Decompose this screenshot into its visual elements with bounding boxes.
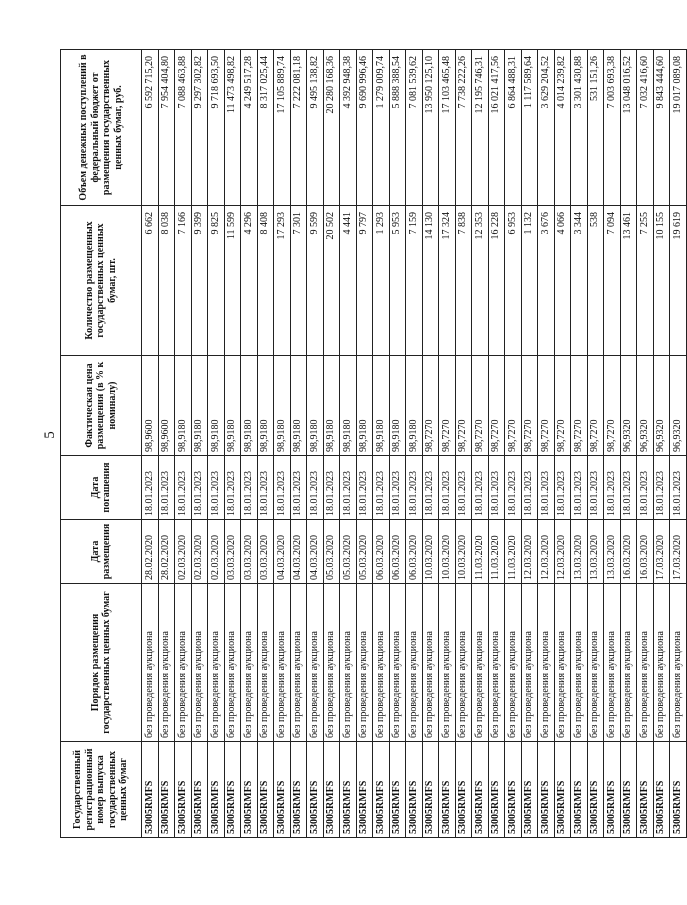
- table-row: [323, 50, 340, 838]
- cell-registration-number: 53005RMFS: [571, 742, 588, 838]
- cell-actual-price: 98,9180: [356, 356, 373, 456]
- cell-placement-method: без проведения аукциона: [455, 584, 472, 742]
- table-row: [175, 50, 192, 838]
- cell-registration-number: 53005RMFS: [554, 742, 571, 838]
- cell-actual-price: 96,9320: [637, 356, 654, 456]
- cell-quantity: 5 953: [389, 206, 406, 356]
- cell-placement-date: 06.03.2020: [373, 520, 390, 584]
- cell-maturity-date: 18.01.2023: [422, 456, 439, 520]
- cell-placement-method: без проведения аукциона: [175, 584, 192, 742]
- cell-registration-number: 53005RMFS: [422, 742, 439, 838]
- cell-quantity: 17 324: [439, 206, 456, 356]
- cell-registration-number: 53005RMFS: [653, 742, 670, 838]
- table-row: [637, 50, 654, 838]
- cell-quantity: 20 502: [323, 206, 340, 356]
- table-row: [274, 50, 291, 838]
- cell-proceeds: 1 117 589,64: [521, 50, 538, 206]
- cell-quantity: 6 953: [505, 206, 522, 356]
- table-row: [571, 50, 588, 838]
- cell-proceeds: 13 950 125,10: [422, 50, 439, 206]
- header-proceeds: Объем денежных поступлений в федеральный бюджет от размещения государственных ценных бумаг, руб.: [61, 50, 142, 206]
- cell-placement-date: 16.03.2020: [620, 520, 637, 584]
- cell-placement-method: без проведения аукциона: [224, 584, 241, 742]
- cell-placement-method: без проведения аукциона: [389, 584, 406, 742]
- cell-placement-date: 02.03.2020: [175, 520, 192, 584]
- cell-proceeds: 531 151,26: [587, 50, 604, 206]
- cell-placement-method: без проведения аукциона: [274, 584, 291, 742]
- cell-quantity: 13 461: [620, 206, 637, 356]
- cell-registration-number: 53005RMFS: [455, 742, 472, 838]
- table-row: [307, 50, 324, 838]
- cell-placement-method: без проведения аукциона: [241, 584, 258, 742]
- table-row: [472, 50, 489, 838]
- cell-actual-price: 96,9320: [670, 356, 687, 456]
- cell-placement-date: 10.03.2020: [455, 520, 472, 584]
- cell-maturity-date: 18.01.2023: [307, 456, 324, 520]
- cell-placement-date: 11.03.2020: [472, 520, 489, 584]
- cell-actual-price: 98,7270: [521, 356, 538, 456]
- page-number: 5: [42, 431, 58, 439]
- cell-proceeds: 6 592 715,20: [142, 50, 159, 206]
- cell-registration-number: 53005RMFS: [274, 742, 291, 838]
- cell-placement-method: без проведения аукциона: [637, 584, 654, 742]
- cell-actual-price: 98,9180: [191, 356, 208, 456]
- cell-proceeds: 11 473 498,82: [224, 50, 241, 206]
- cell-placement-method: без проведения аукциона: [373, 584, 390, 742]
- table-row: [505, 50, 522, 838]
- cell-proceeds: 4 392 948,38: [340, 50, 357, 206]
- cell-proceeds: 7 954 404,80: [158, 50, 175, 206]
- cell-placement-date: 04.03.2020: [290, 520, 307, 584]
- cell-maturity-date: 18.01.2023: [241, 456, 258, 520]
- cell-quantity: 6 662: [142, 206, 159, 356]
- cell-maturity-date: 18.01.2023: [488, 456, 505, 520]
- cell-placement-method: без проведения аукциона: [587, 584, 604, 742]
- cell-registration-number: 53005RMFS: [191, 742, 208, 838]
- cell-actual-price: 98,7270: [439, 356, 456, 456]
- cell-placement-date: 02.03.2020: [208, 520, 225, 584]
- cell-placement-method: без проведения аукциона: [571, 584, 588, 742]
- cell-placement-date: 11.03.2020: [488, 520, 505, 584]
- cell-placement-method: без проведения аукциона: [191, 584, 208, 742]
- cell-proceeds: 7 081 539,62: [406, 50, 423, 206]
- cell-actual-price: 98,9600: [142, 356, 159, 456]
- cell-proceeds: 12 195 746,31: [472, 50, 489, 206]
- cell-proceeds: 6 864 488,31: [505, 50, 522, 206]
- cell-placement-method: без проведения аукциона: [208, 584, 225, 742]
- cell-actual-price: 98,9600: [158, 356, 175, 456]
- cell-maturity-date: 18.01.2023: [274, 456, 291, 520]
- cell-maturity-date: 18.01.2023: [620, 456, 637, 520]
- cell-quantity: 9 599: [307, 206, 324, 356]
- cell-actual-price: 98,9180: [241, 356, 258, 456]
- cell-actual-price: 98,7270: [488, 356, 505, 456]
- cell-proceeds: 1 279 009,74: [373, 50, 390, 206]
- cell-quantity: 538: [587, 206, 604, 356]
- cell-placement-date: 03.03.2020: [241, 520, 258, 584]
- table-row: [587, 50, 604, 838]
- cell-proceeds: 7 032 416,60: [637, 50, 654, 206]
- header-placement-date: Дата размещения: [61, 520, 142, 584]
- cell-actual-price: 98,7270: [472, 356, 489, 456]
- cell-registration-number: 53005RMFS: [224, 742, 241, 838]
- cell-placement-date: 11.03.2020: [505, 520, 522, 584]
- cell-placement-method: без проведения аукциона: [620, 584, 637, 742]
- cell-registration-number: 53005RMFS: [208, 742, 225, 838]
- table-header: [61, 50, 142, 838]
- cell-maturity-date: 18.01.2023: [538, 456, 555, 520]
- cell-proceeds: 16 021 417,56: [488, 50, 505, 206]
- cell-maturity-date: 18.01.2023: [323, 456, 340, 520]
- cell-maturity-date: 18.01.2023: [637, 456, 654, 520]
- cell-registration-number: 53005RMFS: [175, 742, 192, 838]
- cell-actual-price: 98,9180: [175, 356, 192, 456]
- cell-actual-price: 98,9180: [373, 356, 390, 456]
- cell-maturity-date: 18.01.2023: [554, 456, 571, 520]
- cell-maturity-date: 18.01.2023: [604, 456, 621, 520]
- cell-actual-price: 98,7270: [422, 356, 439, 456]
- header-actual-price: Фактическая цена размещения (в % к номиналу): [61, 356, 142, 456]
- table-row: [340, 50, 357, 838]
- cell-placement-method: без проведения аукциона: [538, 584, 555, 742]
- cell-quantity: 11 599: [224, 206, 241, 356]
- table-row: [241, 50, 258, 838]
- cell-actual-price: 96,9320: [620, 356, 637, 456]
- cell-maturity-date: 18.01.2023: [521, 456, 538, 520]
- cell-placement-date: 17.03.2020: [653, 520, 670, 584]
- cell-placement-method: без проведения аукциона: [505, 584, 522, 742]
- cell-placement-date: 04.03.2020: [307, 520, 324, 584]
- cell-quantity: 17 293: [274, 206, 291, 356]
- cell-actual-price: 98,7270: [538, 356, 555, 456]
- cell-maturity-date: 18.01.2023: [175, 456, 192, 520]
- cell-maturity-date: 18.01.2023: [670, 456, 687, 520]
- cell-placement-method: без проведения аукциона: [307, 584, 324, 742]
- cell-proceeds: 17 103 465,48: [439, 50, 456, 206]
- cell-proceeds: 5 888 388,54: [389, 50, 406, 206]
- table-row: [439, 50, 456, 838]
- table-row: [554, 50, 571, 838]
- cell-placement-method: без проведения аукциона: [670, 584, 687, 742]
- cell-registration-number: 53005RMFS: [620, 742, 637, 838]
- securities-table: [60, 49, 687, 838]
- cell-actual-price: 98,9180: [406, 356, 423, 456]
- table-row: [373, 50, 390, 838]
- cell-placement-date: 05.03.2020: [323, 520, 340, 584]
- cell-actual-price: 98,9180: [257, 356, 274, 456]
- cell-placement-method: без проведения аукциона: [257, 584, 274, 742]
- header-registration-number: Государственный регистрационный номер выпуска государственных ценных бумаг: [61, 742, 142, 838]
- cell-actual-price: 96,9320: [653, 356, 670, 456]
- cell-quantity: 16 228: [488, 206, 505, 356]
- cell-registration-number: 53005RMFS: [505, 742, 522, 838]
- cell-actual-price: 98,9180: [208, 356, 225, 456]
- cell-proceeds: 3 629 204,52: [538, 50, 555, 206]
- table-row: [521, 50, 538, 838]
- cell-placement-date: 03.03.2020: [224, 520, 241, 584]
- cell-proceeds: 17 105 889,74: [274, 50, 291, 206]
- cell-placement-date: 13.03.2020: [587, 520, 604, 584]
- cell-quantity: 12 353: [472, 206, 489, 356]
- cell-placement-date: 16.03.2020: [637, 520, 654, 584]
- cell-quantity: 8 408: [257, 206, 274, 356]
- cell-placement-date: 05.03.2020: [340, 520, 357, 584]
- cell-quantity: 4 066: [554, 206, 571, 356]
- cell-proceeds: 8 317 025,44: [257, 50, 274, 206]
- table-row: [538, 50, 555, 838]
- cell-registration-number: 53005RMFS: [587, 742, 604, 838]
- cell-registration-number: 53005RMFS: [439, 742, 456, 838]
- cell-placement-date: 12.03.2020: [521, 520, 538, 584]
- cell-proceeds: 3 301 430,88: [571, 50, 588, 206]
- cell-placement-date: 12.03.2020: [554, 520, 571, 584]
- cell-registration-number: 53005RMFS: [472, 742, 489, 838]
- cell-registration-number: 53005RMFS: [604, 742, 621, 838]
- cell-placement-method: без проведения аукциона: [488, 584, 505, 742]
- cell-quantity: 9 825: [208, 206, 225, 356]
- cell-placement-date: 06.03.2020: [389, 520, 406, 584]
- cell-maturity-date: 18.01.2023: [389, 456, 406, 520]
- cell-placement-method: без проведения аукциона: [356, 584, 373, 742]
- cell-proceeds: 20 280 168,36: [323, 50, 340, 206]
- table-row: [142, 50, 159, 838]
- cell-placement-date: 02.03.2020: [191, 520, 208, 584]
- cell-quantity: 1 293: [373, 206, 390, 356]
- cell-proceeds: 9 843 444,60: [653, 50, 670, 206]
- cell-registration-number: 53005RMFS: [373, 742, 390, 838]
- cell-registration-number: 53005RMFS: [158, 742, 175, 838]
- cell-actual-price: 98,7270: [455, 356, 472, 456]
- cell-maturity-date: 18.01.2023: [257, 456, 274, 520]
- cell-maturity-date: 18.01.2023: [439, 456, 456, 520]
- cell-placement-date: 10.03.2020: [422, 520, 439, 584]
- table-row: [653, 50, 670, 838]
- cell-actual-price: 98,7270: [604, 356, 621, 456]
- table-row: [488, 50, 505, 838]
- cell-registration-number: 53005RMFS: [521, 742, 538, 838]
- cell-maturity-date: 18.01.2023: [158, 456, 175, 520]
- cell-proceeds: 7 222 081,18: [290, 50, 307, 206]
- cell-placement-date: 05.03.2020: [356, 520, 373, 584]
- cell-actual-price: 98,7270: [554, 356, 571, 456]
- table-row: [257, 50, 274, 838]
- cell-placement-date: 28.02.2020: [158, 520, 175, 584]
- cell-quantity: 7 159: [406, 206, 423, 356]
- header-maturity-date: Дата погашения: [61, 456, 142, 520]
- cell-actual-price: 98,7270: [587, 356, 604, 456]
- cell-maturity-date: 18.01.2023: [224, 456, 241, 520]
- cell-quantity: 7 301: [290, 206, 307, 356]
- cell-proceeds: 13 048 016,52: [620, 50, 637, 206]
- cell-quantity: 7 838: [455, 206, 472, 356]
- table-row: [455, 50, 472, 838]
- cell-placement-method: без проведения аукциона: [604, 584, 621, 742]
- cell-placement-method: без проведения аукциона: [290, 584, 307, 742]
- cell-placement-method: без проведения аукциона: [323, 584, 340, 742]
- table-row: [620, 50, 637, 838]
- rotated-page: [60, 50, 683, 838]
- cell-quantity: 9 797: [356, 206, 373, 356]
- table-row: [389, 50, 406, 838]
- cell-proceeds: 19 017 089,08: [670, 50, 687, 206]
- cell-maturity-date: 18.01.2023: [373, 456, 390, 520]
- cell-registration-number: 53005RMFS: [323, 742, 340, 838]
- cell-registration-number: 53005RMFS: [356, 742, 373, 838]
- cell-registration-number: 53005RMFS: [257, 742, 274, 838]
- cell-proceeds: 9 718 693,50: [208, 50, 225, 206]
- cell-maturity-date: 18.01.2023: [191, 456, 208, 520]
- cell-placement-method: без проведения аукциона: [472, 584, 489, 742]
- cell-quantity: 10 155: [653, 206, 670, 356]
- cell-placement-method: без проведения аукциона: [422, 584, 439, 742]
- cell-proceeds: 9 690 996,46: [356, 50, 373, 206]
- cell-quantity: 9 399: [191, 206, 208, 356]
- cell-actual-price: 98,9180: [323, 356, 340, 456]
- cell-placement-method: без проведения аукциона: [158, 584, 175, 742]
- cell-maturity-date: 18.01.2023: [290, 456, 307, 520]
- cell-quantity: 7 255: [637, 206, 654, 356]
- cell-proceeds: 4 014 239,82: [554, 50, 571, 206]
- table-row: [604, 50, 621, 838]
- cell-placement-date: 04.03.2020: [274, 520, 291, 584]
- table-row: [290, 50, 307, 838]
- cell-placement-method: без проведения аукциона: [406, 584, 423, 742]
- cell-maturity-date: 18.01.2023: [208, 456, 225, 520]
- cell-quantity: 14 130: [422, 206, 439, 356]
- table-row: [422, 50, 439, 838]
- cell-placement-date: 17.03.2020: [670, 520, 687, 584]
- cell-quantity: 3 676: [538, 206, 555, 356]
- cell-placement-date: 13.03.2020: [604, 520, 621, 584]
- cell-maturity-date: 18.01.2023: [472, 456, 489, 520]
- cell-registration-number: 53005RMFS: [290, 742, 307, 838]
- cell-actual-price: 98,7270: [571, 356, 588, 456]
- cell-maturity-date: 18.01.2023: [455, 456, 472, 520]
- cell-maturity-date: 18.01.2023: [356, 456, 373, 520]
- header-quantity: Количество размещенных государственных ценных бумаг, шт.: [61, 206, 142, 356]
- cell-actual-price: 98,9180: [224, 356, 241, 456]
- cell-actual-price: 98,9180: [274, 356, 291, 456]
- cell-maturity-date: 18.01.2023: [653, 456, 670, 520]
- cell-maturity-date: 18.01.2023: [142, 456, 159, 520]
- cell-registration-number: 53005RMFS: [241, 742, 258, 838]
- cell-proceeds: 7 003 693,38: [604, 50, 621, 206]
- cell-placement-date: 28.02.2020: [142, 520, 159, 584]
- table-row: [670, 50, 687, 838]
- cell-maturity-date: 18.01.2023: [505, 456, 522, 520]
- cell-actual-price: 98,9180: [389, 356, 406, 456]
- cell-placement-method: без проведения аукциона: [340, 584, 357, 742]
- table-row: [158, 50, 175, 838]
- cell-placement-date: 12.03.2020: [538, 520, 555, 584]
- cell-maturity-date: 18.01.2023: [587, 456, 604, 520]
- table-row: [356, 50, 373, 838]
- cell-actual-price: 98,9180: [307, 356, 324, 456]
- cell-registration-number: 53005RMFS: [340, 742, 357, 838]
- cell-quantity: 8 038: [158, 206, 175, 356]
- cell-maturity-date: 18.01.2023: [406, 456, 423, 520]
- cell-actual-price: 98,9180: [290, 356, 307, 456]
- cell-placement-method: без проведения аукциона: [653, 584, 670, 742]
- header-placement-method: Порядок размещения государственных ценных бумаг: [61, 584, 142, 742]
- cell-placement-method: без проведения аукциона: [142, 584, 159, 742]
- cell-maturity-date: 18.01.2023: [571, 456, 588, 520]
- cell-placement-date: 06.03.2020: [406, 520, 423, 584]
- cell-registration-number: 53005RMFS: [488, 742, 505, 838]
- cell-placement-method: без проведения аукциона: [439, 584, 456, 742]
- table-body: [142, 50, 687, 838]
- cell-placement-date: 03.03.2020: [257, 520, 274, 584]
- cell-registration-number: 53005RMFS: [637, 742, 654, 838]
- cell-placement-date: 10.03.2020: [439, 520, 456, 584]
- cell-registration-number: 53005RMFS: [389, 742, 406, 838]
- cell-quantity: 1 132: [521, 206, 538, 356]
- cell-proceeds: 9 495 138,82: [307, 50, 324, 206]
- table-row: [406, 50, 423, 838]
- table-row: [208, 50, 225, 838]
- cell-quantity: 3 344: [571, 206, 588, 356]
- cell-registration-number: 53005RMFS: [406, 742, 423, 838]
- cell-registration-number: 53005RMFS: [307, 742, 324, 838]
- cell-quantity: 7 094: [604, 206, 621, 356]
- table-row: [191, 50, 208, 838]
- cell-proceeds: 7 088 463,88: [175, 50, 192, 206]
- cell-placement-method: без проведения аукциона: [554, 584, 571, 742]
- cell-placement-method: без проведения аукциона: [521, 584, 538, 742]
- cell-maturity-date: 18.01.2023: [340, 456, 357, 520]
- cell-proceeds: 4 249 517,28: [241, 50, 258, 206]
- cell-registration-number: 53005RMFS: [670, 742, 687, 838]
- cell-proceeds: 7 738 222,26: [455, 50, 472, 206]
- cell-quantity: 19 619: [670, 206, 687, 356]
- cell-actual-price: 98,7270: [505, 356, 522, 456]
- cell-quantity: 7 166: [175, 206, 192, 356]
- cell-quantity: 4 441: [340, 206, 357, 356]
- cell-placement-date: 13.03.2020: [571, 520, 588, 584]
- cell-registration-number: 53005RMFS: [538, 742, 555, 838]
- table-row: [224, 50, 241, 838]
- cell-proceeds: 9 297 302,82: [191, 50, 208, 206]
- cell-actual-price: 98,9180: [340, 356, 357, 456]
- cell-registration-number: 53005RMFS: [142, 742, 159, 838]
- cell-quantity: 4 296: [241, 206, 258, 356]
